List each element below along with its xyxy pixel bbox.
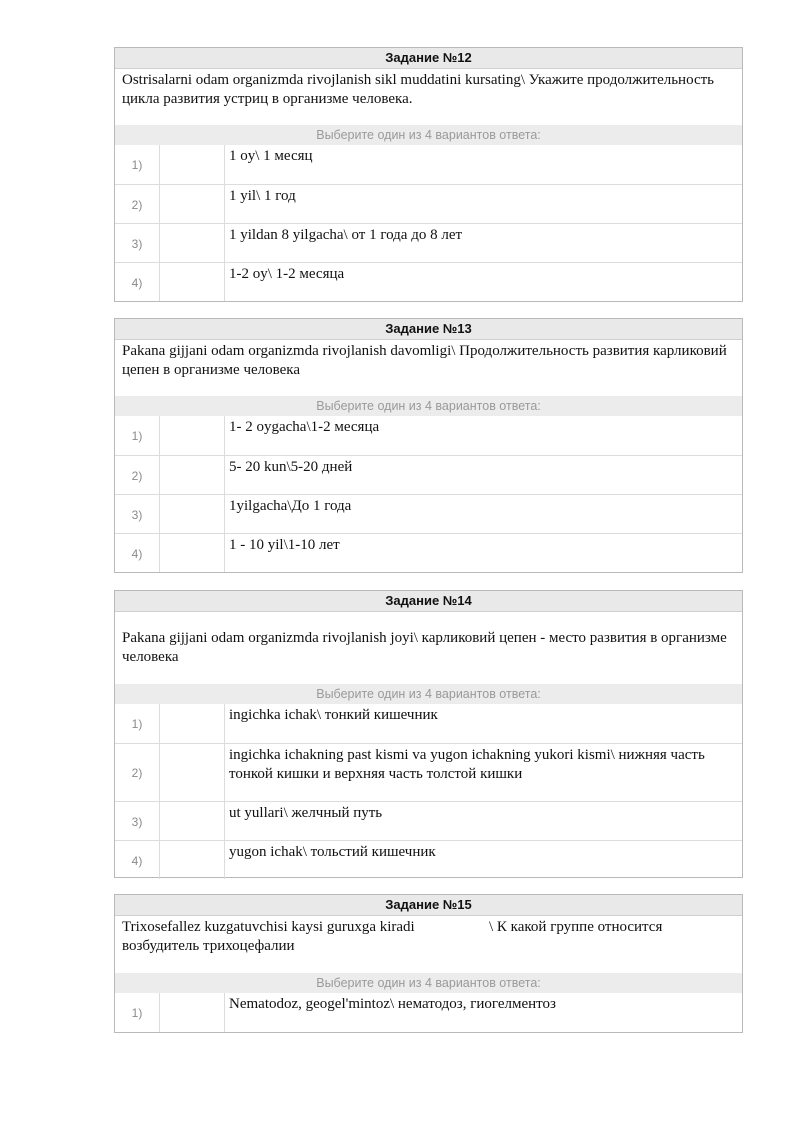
- answer-option[interactable]: [115, 533, 742, 572]
- answer-select-cell[interactable]: [159, 224, 225, 262]
- answer-number: 4): [131, 854, 143, 868]
- answer-select-cell[interactable]: [159, 841, 225, 879]
- answer-select-cell[interactable]: [159, 416, 225, 455]
- answer-text: 1-2 oy\ 1-2 месяца: [229, 266, 345, 282]
- answer-option[interactable]: [115, 704, 742, 743]
- question-line-2: возбудитель трихоцефалии: [122, 938, 295, 954]
- answer-select-cell[interactable]: [159, 263, 225, 301]
- answer-text: yugon ichak\ тольстий кишечник: [229, 844, 436, 860]
- answer-option[interactable]: [115, 801, 742, 840]
- answer-option[interactable]: [115, 840, 742, 879]
- answer-select-cell[interactable]: [159, 534, 225, 572]
- answer-text: ingichka ichak\ тонкий кишечник: [229, 707, 438, 723]
- answer-option[interactable]: [115, 262, 742, 301]
- question-text: Pakana gijjani odam organizmda rivojlanish davomligi\ Продолжительность развития карликовий цепен в организме человека: [122, 343, 727, 378]
- answer-select-cell[interactable]: [159, 993, 225, 1032]
- instruction-text: Выберите один из 4 вариантов ответа:: [115, 684, 742, 704]
- answer-option[interactable]: [115, 494, 742, 533]
- task-header: Задание №13: [115, 319, 742, 340]
- answer-option[interactable]: [115, 223, 742, 262]
- answer-option[interactable]: [115, 743, 742, 801]
- task-header: Задание №15: [115, 895, 742, 916]
- answer-select-cell[interactable]: [159, 495, 225, 533]
- answer-text: ingichka ichakning past kismi va yugon ichakning yukori kismi\ нижняя часть тонкой кишки и верхняя часть толстой кишки: [229, 747, 705, 782]
- task-header: Задание №12: [115, 48, 742, 69]
- answer-number: 1): [131, 158, 143, 172]
- answer-option[interactable]: [115, 455, 742, 494]
- answer-text: 1 yildan 8 yilgacha\ от 1 года до 8 лет: [229, 227, 463, 243]
- answer-number: 1): [131, 717, 143, 731]
- answer-number: 3): [131, 508, 143, 522]
- answer-number: 4): [131, 547, 143, 561]
- answer-text: 5- 20 kun\5-20 дней: [229, 459, 353, 475]
- answer-number: 1): [131, 429, 143, 443]
- task-14: [114, 590, 743, 878]
- answer-select-cell[interactable]: [159, 744, 225, 801]
- task-12: [114, 47, 743, 302]
- answer-select-cell[interactable]: [159, 802, 225, 840]
- answer-number: 3): [131, 815, 143, 829]
- question-text: Pakana gijjani odam organizmda rivojlanish joyi\ карликовий цепен - место развития в организме человека: [122, 630, 727, 665]
- task-15: [114, 894, 743, 1033]
- answer-option[interactable]: [115, 993, 742, 1032]
- answer-select-cell[interactable]: [159, 456, 225, 494]
- answer-number: 1): [131, 1006, 143, 1020]
- question-line-1b: \ К какой группе относится: [489, 919, 663, 935]
- answer-text: Nematodoz, geogel'mintoz\ нематодоз, гиогелментоз: [229, 996, 556, 1012]
- instruction-text: Выберите один из 4 вариантов ответа:: [115, 396, 742, 416]
- answer-option[interactable]: [115, 184, 742, 223]
- answer-number: 3): [131, 237, 143, 251]
- answer-text: ut yullari\ желчный путь: [229, 805, 383, 821]
- task-header: Задание №14: [115, 591, 742, 612]
- answer-select-cell[interactable]: [159, 145, 225, 184]
- answer-text: 1 oy\ 1 месяц: [229, 148, 313, 164]
- answer-number: 2): [131, 766, 143, 780]
- answer-number: 2): [131, 198, 143, 212]
- answer-text: 1 yil\ 1 год: [229, 188, 296, 204]
- answer-text: 1yilgacha\До 1 года: [229, 498, 352, 514]
- answer-select-cell[interactable]: [159, 185, 225, 223]
- answer-text: 1 - 10 yil\1-10 лет: [229, 537, 340, 553]
- question-line-1: Trixosefallez kuzgatuvchisi kaysi guruxga kiradi: [122, 919, 415, 935]
- answer-option[interactable]: [115, 416, 742, 455]
- instruction-text: Выберите один из 4 вариантов ответа:: [115, 973, 742, 993]
- answer-select-cell[interactable]: [159, 704, 225, 743]
- answer-text: 1- 2 oygacha\1-2 месяца: [229, 419, 380, 435]
- instruction-text: Выберите один из 4 вариантов ответа:: [115, 125, 742, 145]
- task-13: [114, 318, 743, 573]
- answer-number: 2): [131, 469, 143, 483]
- answer-option[interactable]: [115, 145, 742, 184]
- question-text: [115, 916, 742, 976]
- answer-number: 4): [131, 276, 143, 290]
- question-text: Ostrisalarni odam organizmda rivojlanish sikl muddatini kursating\ Укажите продолжительность цикла развития устриц в организме человека.: [122, 72, 715, 107]
